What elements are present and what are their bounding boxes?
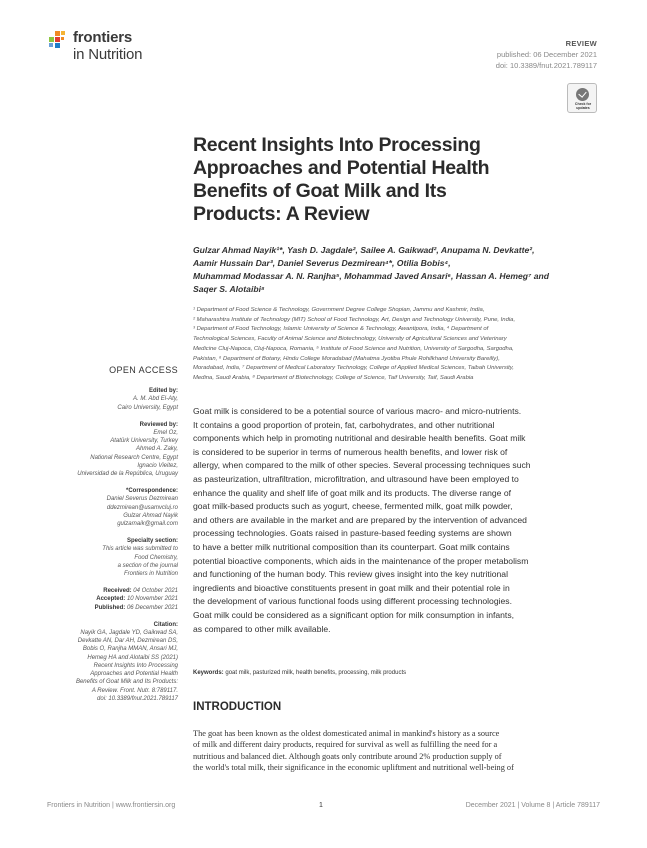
- author-line: Muhammad Modassar A. N. Ranjha⁵, Mohammad Javed Ansari⁶, Hassan A. Hemeg⁷ and: [193, 271, 550, 281]
- published-date: published: 06 December 2021: [496, 50, 597, 59]
- page-number: 1: [319, 802, 323, 809]
- title-line: Approaches and Potential Health: [193, 157, 490, 179]
- abstract: Goat milk is considered to be a potential source of various macro- and micro-nutrients. It contains a good proportion of protein, fat, carbohydrates, and other nutritional components which help in promoting nutritional and desirable health benefits. Goat milk is considered to be superior in terms of numerous health benefits, and lower risk of allergy, when compared to the milk of other species. Several processing techniques such as pasteurization, ultrafiltration, microfiltration, and ultrasound have been employed to enhance the quality and shelf life of goat milk and its products. The diverse range of goat milk-based products such as yogurt, cheese, fermented milk, goat milk powder, and others are available in the market and are prepared by the intervention of advanced processing technologies. Goats raised in pasture-based feeding systems are shown to have a better milk nutritional composition than its counterpart. Goat milk contains potential bioactive components, which aids in the maintenance of the proper metabolism and functioning of the human body. This review gives insight into the key nutritional ingredients and bioactive constituents present in goat milk and their potential role in the development of various functional foods using different processing technologies. Goat milk could be considered as a significant option for milk consumption in infants, as compared to other milk available.: [193, 406, 531, 634]
- affiliation-line: Medina, Saudi Arabia, ⁸ Department of Biotechnology, College of Science, Taif University, Taif, Saudi Arabia: [193, 374, 474, 381]
- author-line: Saqer S. Alotaibi⁸: [193, 284, 265, 294]
- journal-logo: [49, 27, 179, 67]
- affiliation-line: ² Maharashtra Institute of Technology (MIT) School of Food Technology, Art, Design and Technology University, Pune, India,: [193, 316, 516, 323]
- open-access-label: OPEN ACCESS: [109, 365, 178, 375]
- accepted-date: Accepted: 10 November 2021: [96, 596, 178, 603]
- reviewed-by-section: Reviewed by: Emel Oz, Atatürk University, Turkey Ahmed A. Zaky, National Research Centre, Egypt Ignacio Vieitez, Universidad de la República, Uruguay: [77, 421, 178, 478]
- article-header-info: [496, 38, 597, 71]
- dates-section: [40, 587, 178, 612]
- affiliation-line: Technological Sciences, Faculty of Animal Science and Biotechnology, University of Agricultural Sciences and Veterinary: [193, 336, 507, 343]
- published-date-sidebar: Published: 06 December 2021: [94, 604, 178, 611]
- keywords-text: goat milk, pasturized milk, health benefits, processing, milk products: [225, 670, 407, 676]
- article-type: REVIEW: [565, 39, 597, 48]
- article-title: [193, 134, 593, 226]
- author-line: Gulzar Ahmad Nayik¹*, Yash D. Jagdale², Sailee A. Gaikwad², Anupama N. Devkatte²,: [193, 245, 535, 255]
- author-line: Aamir Hussain Dar³, Daniel Severus Dezmirean⁴*, Otilia Bobis⁴,: [193, 258, 451, 268]
- check-for-updates-icon: [576, 88, 589, 101]
- introduction-body: The goat has been known as the oldest domesticated animal in mankind's history as a source of milk and different dairy products, required for survival as well as fulfilling the need for a nutritious and balanced diet. Although goats only contribute around 2% production supply of the world's total milk, their significance in the economic upliftment and nutritional well-being of: [193, 729, 514, 773]
- logo-text-frontiers: frontiers: [73, 29, 133, 46]
- footer-journal-link[interactable]: Frontiers in Nutrition | www.frontiersin.org: [47, 802, 176, 809]
- title-line: Recent Insights Into Processing: [193, 134, 481, 156]
- keywords: [193, 670, 603, 676]
- affiliation-line: Pakistan, ⁶ Department of Botany, Hindu College Moradabad (Mahatma Jyotiba Phule Rohilkhand University Bareilly),: [193, 355, 500, 362]
- citation-section: Citation: Nayik GA, Jagdale YD, Gaikwad SA, Devkatte AN, Dar AH, Dezmirean DS, Bobis O, Ranjha MMAN, Ansari MJ, Hemeg HA and Alotaibi SS (2021) Recent Insights Into Processing Approaches and Potential Health Benefits of Goat Milk and Its Products: A Review. Front. Nutr. 8:789117. doi: 10.3389/fnut.2021.789117: [40, 621, 178, 703]
- correspondence-email[interactable]: gulzarnaik@gmail.com: [117, 521, 178, 528]
- affiliation-line: Medicine Cluj-Napoca, Cluj-Napoca, Romania, ⁵ Institute of Food Science and Nutrition, University of Sargodha, Sargodha,: [193, 345, 514, 352]
- correspondence-section: *Correspondence: Daniel Severus Dezmirean ddezmirean@usamvcluj.ro Gulzar Ahmad Nayik gulzarnaik@gmail.com: [40, 487, 178, 528]
- article-doi[interactable]: doi: 10.3389/fnut.2021.789117: [495, 61, 597, 70]
- title-line: Benefits of Goat Milk and Its: [193, 180, 447, 202]
- article-sidebar: [40, 366, 178, 712]
- affiliation-line: ¹ Department of Food Science & Technology, Government Degree College Shopian, Jammu and Kashmir, India,: [193, 307, 485, 313]
- affiliation-line: Moradabad, India, ⁷ Department of Medical Laboratory Technology, College of Applied Medical Sciences, Taibah University,: [193, 365, 514, 372]
- footer-volume-info: December 2021 | Volume 8 | Article 789117: [465, 802, 600, 809]
- keywords-label: Keywords:: [193, 670, 224, 676]
- edited-by-section: Edited by: A. M. Abd El-Aty, Cairo University, Egypt: [117, 388, 178, 411]
- citation-doi[interactable]: doi: 10.3389/fnut.2021.789117: [97, 695, 178, 702]
- check-for-updates-badge[interactable]: [567, 83, 597, 113]
- frontiers-logo-icon: [49, 29, 71, 51]
- specialty-section: Specialty section: This article was submitted to Food Chemistry, a section of the journal Frontiers in Nutrition: [102, 538, 178, 578]
- title-line: Products: A Review: [193, 203, 370, 225]
- affiliations: [193, 306, 603, 384]
- received-date: Received: 04 October 2021: [103, 588, 178, 595]
- section-heading-introduction: INTRODUCTION: [193, 701, 282, 713]
- correspondence-email[interactable]: ddezmirean@usamvcluj.ro: [106, 504, 178, 511]
- logo-text-journal: in Nutrition: [73, 46, 143, 63]
- author-list: [193, 244, 603, 296]
- affiliation-line: ³ Department of Food Technology, Islamic University of Science & Technology, Awantipora, India, ⁴ Department of: [193, 326, 489, 333]
- check-for-updates-label: Check for updates: [574, 102, 592, 110]
